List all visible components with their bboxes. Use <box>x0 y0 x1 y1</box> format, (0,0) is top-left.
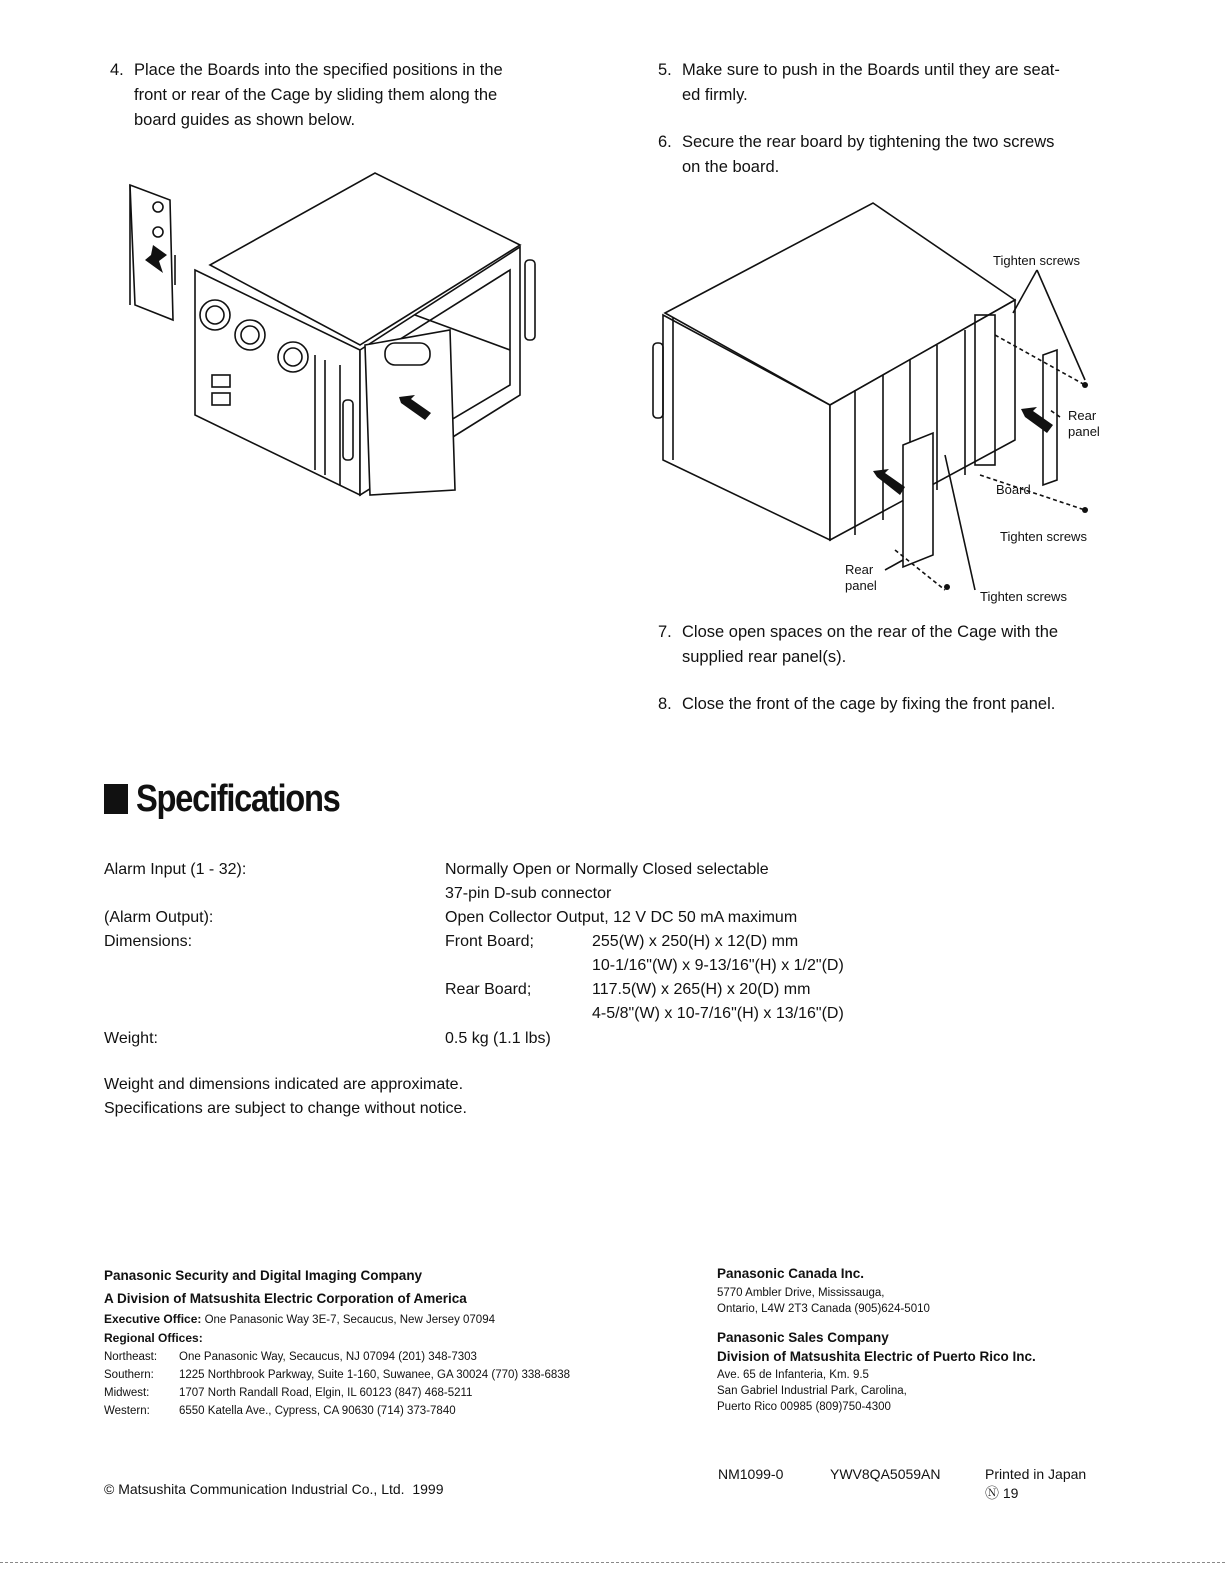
step-line: Secure the rear board by tightening the two screws <box>682 133 1055 151</box>
office-row <box>104 1366 684 1384</box>
address-us <box>104 1264 684 1420</box>
step-number: 5. <box>658 61 672 79</box>
office-region: Western: <box>104 1405 150 1417</box>
office-row <box>104 1348 684 1366</box>
spec-note-change: Specifications are subject to change without notice. <box>104 1100 467 1117</box>
spec-label-alarm-input: Alarm Input (1 - 32): <box>104 861 247 878</box>
label-line: panel <box>845 578 877 593</box>
office-row <box>104 1384 684 1402</box>
printed-in: Printed in Japan <box>985 1466 1087 1482</box>
company-name: Panasonic Security and Digital Imaging Company <box>104 1268 423 1283</box>
spec-label-alarm-output: (Alarm Output): <box>104 909 214 926</box>
spec-rear-board-label: Rear Board; <box>445 981 532 998</box>
office-region: Midwest: <box>104 1387 150 1399</box>
spec-rear-board-imperial: 4-5/8"(W) x 10-7/16"(H) x 13/16"(D) <box>592 1005 844 1022</box>
step-number: 4. <box>110 61 124 79</box>
step-5 <box>658 58 1128 108</box>
heading-text: Specifications <box>136 778 340 820</box>
spec-label-weight: Weight: <box>104 1030 158 1047</box>
step-line: supplied rear panel(s). <box>682 648 847 666</box>
label-line: panel <box>1068 424 1100 439</box>
step-line: on the board. <box>682 158 780 176</box>
office-region: Southern: <box>104 1369 154 1381</box>
step-line: Close open spaces on the rear of the Cage with the <box>682 623 1059 641</box>
label-tighten-screws-top: Tighten screws <box>993 253 1080 268</box>
specifications-heading <box>104 778 373 821</box>
label-rear-panel-left <box>845 562 877 594</box>
sales-company-name: Panasonic Sales Company <box>717 1330 889 1345</box>
spec-value-weight: 0.5 kg (1.1 lbs) <box>445 1030 551 1047</box>
copyright: © Matsushita Communication Industrial Co., Ltd. 1999 <box>104 1481 444 1497</box>
heading-bullet-icon <box>104 784 128 814</box>
label-tighten-screws-bottom: Tighten screws <box>980 589 1067 604</box>
step-line: board guides as shown below. <box>134 111 356 129</box>
regional-offices-label: Regional Offices: <box>104 1331 203 1345</box>
label-tighten-screws-mid: Tighten screws <box>1000 529 1087 544</box>
step-6 <box>658 130 1128 180</box>
front-board-illustration <box>115 165 555 505</box>
spec-note-approximate: Weight and dimensions indicated are approximate. <box>104 1076 464 1093</box>
doc-code-1: NM1099-0 <box>718 1466 784 1482</box>
sales-division-name: Division of Matsushita Electric of Puerto Rico Inc. <box>717 1349 1036 1364</box>
step-line: ed firmly. <box>682 86 748 104</box>
spec-value-alarm-output: Open Collector Output, 12 V DC 50 mA maximum <box>445 909 798 926</box>
step-number: 8. <box>658 695 672 713</box>
office-region: Northeast: <box>104 1351 158 1363</box>
label-rear-panel-right <box>1068 408 1100 440</box>
step-number: 6. <box>658 133 672 151</box>
bottom-rule <box>0 1562 1225 1563</box>
step-line: Place the Boards into the specified positions in the <box>134 61 503 79</box>
step-line: Make sure to push in the Boards until they are seat- <box>682 61 1060 79</box>
pr-address-line: Ave. 65 de Infanteria, Km. 9.5 <box>717 1369 869 1381</box>
label-line: Rear <box>1068 408 1097 423</box>
spec-front-board-imperial: 10-1/16"(W) x 9-13/16"(H) x 1/2"(D) <box>592 957 844 974</box>
canada-address-line: 5770 Ambler Drive, Mississauga, <box>717 1287 885 1299</box>
spec-value-alarm-input-1: Normally Open or Normally Closed selectable <box>445 861 769 878</box>
spec-value-alarm-input-2: 37-pin D-sub connector <box>445 885 612 902</box>
pr-address-line: San Gabriel Industrial Park, Carolina, <box>717 1385 907 1397</box>
exec-office-label: Executive Office: <box>104 1312 202 1326</box>
label-board: Board <box>996 482 1031 497</box>
office-address: One Panasonic Way, Secaucus, NJ 07094 (201) 348-7303 <box>179 1351 477 1363</box>
canada-company-name: Panasonic Canada Inc. <box>717 1266 865 1281</box>
office-address: 1225 Northbrook Parkway, Suite 1-160, Suwanee, GA 30024 (770) 338-6838 <box>179 1369 571 1381</box>
step-4 <box>110 58 580 133</box>
step-8 <box>658 692 1128 717</box>
division-name: A Division of Matsushita Electric Corporation of America <box>104 1291 467 1306</box>
exec-office-value: One Panasonic Way 3E-7, Secaucus, New Jersey 07094 <box>204 1314 495 1326</box>
spec-label-dimensions: Dimensions: <box>104 933 193 950</box>
step-number: 7. <box>658 623 672 641</box>
pr-address-line: Puerto Rico 00985 (809)750-4300 <box>717 1401 891 1413</box>
spec-front-board-metric: 255(W) x 250(H) x 12(D) mm <box>592 933 799 950</box>
step-line: front or rear of the Cage by sliding them along the <box>134 86 498 104</box>
doc-code-2: YWV8QA5059AN <box>830 1466 941 1482</box>
spec-rear-board-metric: 117.5(W) x 265(H) x 20(D) mm <box>592 981 811 998</box>
canada-address-line: Ontario, L4W 2T3 Canada (905)624-5010 <box>717 1303 930 1315</box>
step-7 <box>658 620 1128 670</box>
spec-front-board-label: Front Board; <box>445 933 534 950</box>
label-line: Rear <box>845 562 874 577</box>
office-address: 1707 North Randall Road, Elgin, IL 60123 (847) 468-5211 <box>179 1387 473 1399</box>
step-line: Close the front of the cage by fixing the front panel. <box>682 695 1056 713</box>
address-canada-pr <box>717 1264 1137 1415</box>
print-mark: Ⓝ 19 <box>985 1485 1019 1501</box>
office-address: 6550 Katella Ave., Cypress, CA 90630 (714) 373-7840 <box>179 1405 456 1417</box>
office-row <box>104 1402 684 1420</box>
